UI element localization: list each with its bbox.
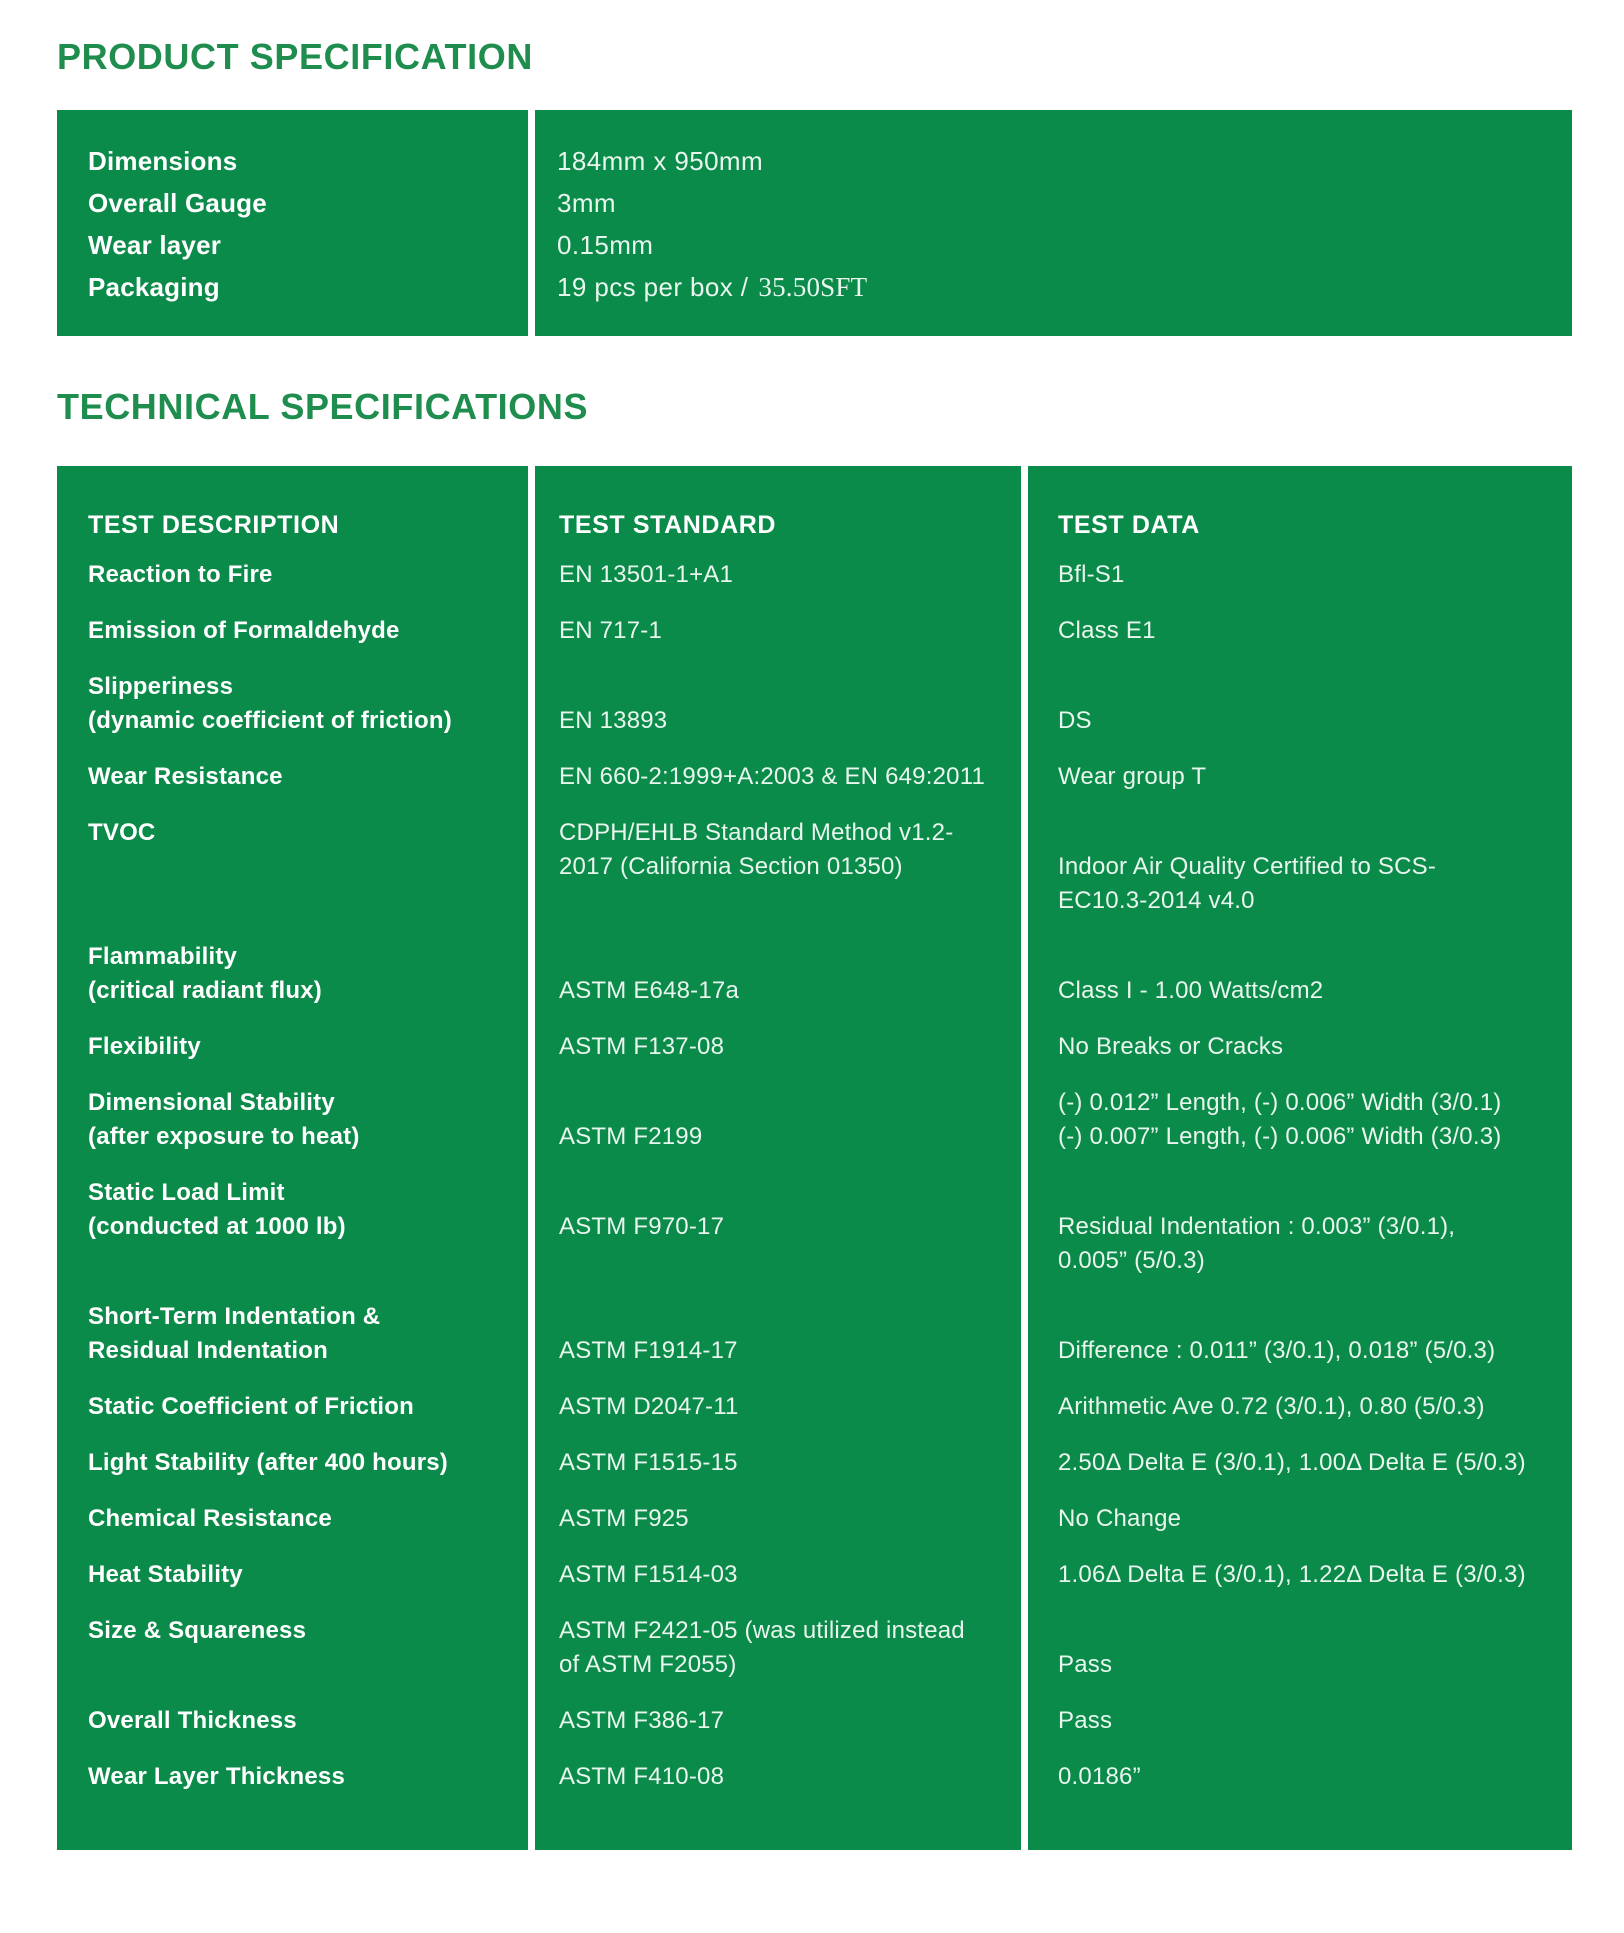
test-standard-cell [535,1030,1021,1086]
column-header-test-data [1028,466,1572,558]
text-line: DS [1058,707,1092,734]
text-line: Difference : 0.011” (3/0.1), 0.018” (5/0.3) [1058,1337,1496,1364]
text-line: (-) 0.007” Length, (-) 0.006” Width (3/0.3) [1058,1123,1502,1150]
spec-value: 184mm x 950mm [557,146,764,176]
text-line: Slipperiness [88,673,234,700]
spec-label: Wear layer [88,230,222,260]
test-data-cell [1028,1390,1572,1446]
text-line: Pass [1058,1651,1113,1678]
spec-value [557,266,1572,308]
table-row [57,670,1572,760]
text-line [559,1300,1021,1334]
spec-label: Packaging [88,272,220,302]
test-standard-cell [535,940,1021,1030]
table-row [57,1176,1572,1300]
text-line: Class I - 1.00 Watts/cm2 [1058,977,1324,1004]
test-standard-cell [535,816,1021,940]
spec-value-serif-text: 35.50SFT [758,272,868,302]
test-standard-cell [535,1614,1021,1704]
text-line [1058,670,1572,704]
table-row [57,1446,1572,1502]
test-desc-cell [57,1446,528,1502]
test-data-cell [1028,816,1572,940]
text-line: Residual Indentation : 0.003” (3/0.1), [1058,1213,1456,1240]
text-line [1058,1614,1572,1648]
text-line: Residual Indentation [88,1337,329,1364]
text-line: Pass [1058,1707,1113,1734]
text-line: ASTM E648-17a [559,977,740,1004]
test-standard-cell [535,558,1021,614]
spec-value-text: 19 pcs per box / [557,272,749,302]
text-line: (conducted at 1000 lb) [88,1213,346,1240]
test-data-cell [1028,614,1572,670]
text-line [1058,816,1572,850]
text-line: Dimensional Stability [88,1089,335,1116]
text-line: Flexibility [88,1033,201,1060]
table-footer-row [57,1816,1572,1850]
text-line [559,1086,1021,1120]
test-desc-cell [57,1614,528,1704]
product-spec-table [57,110,1572,336]
table-row [57,1558,1572,1614]
text-line: ASTM F1515-15 [559,1449,738,1476]
table-row [57,1760,1572,1816]
table-row [57,816,1572,940]
test-data-cell [1028,1704,1572,1760]
text-line: ASTM F410-08 [559,1763,725,1790]
test-desc-cell [57,1502,528,1558]
text-line: EC10.3-2014 v4.0 [1058,887,1255,914]
text-line: Light Stability (after 400 hours) [88,1449,448,1476]
text-line: (after exposure to heat) [88,1123,360,1150]
test-desc-cell [57,816,528,940]
test-data-cell [1028,760,1572,816]
spec-label: Overall Gauge [88,188,267,218]
text-line: Class E1 [1058,617,1156,644]
footer-cell [1028,1816,1572,1850]
text-line: Indoor Air Quality Certified to SCS- [1058,853,1437,880]
text-line [559,1176,1021,1210]
table-row [57,614,1572,670]
table-row [57,558,1572,614]
text-line: Wear Layer Thickness [88,1763,346,1790]
text-line: Reaction to Fire [88,561,273,588]
technical-spec-table [57,466,1572,1850]
text-line: No Breaks or Cracks [1058,1033,1284,1060]
table-row [57,1086,1572,1176]
text-line: EN 13501-1+A1 [559,561,734,588]
text-line: ASTM F1514-03 [559,1561,738,1588]
text-line [559,670,1021,704]
table-row [57,940,1572,1030]
table-row [57,1390,1572,1446]
test-standard-cell [535,1704,1021,1760]
test-desc-cell [57,940,528,1030]
table-row [57,1300,1572,1390]
text-line: 0.005” (5/0.3) [1058,1247,1205,1274]
text-line: Bfl-S1 [1058,561,1125,588]
text-line: ASTM F1914-17 [559,1337,738,1364]
text-line: ASTM F970-17 [559,1213,725,1240]
spec-value: 3mm [557,188,616,218]
column-header-label: TEST DATA [1058,511,1200,539]
text-line: ASTM F386-17 [559,1707,725,1734]
test-standard-cell [535,1558,1021,1614]
test-data-cell [1028,1502,1572,1558]
test-data-cell [1028,1558,1572,1614]
test-desc-cell [57,1558,528,1614]
test-data-cell [1028,1760,1572,1816]
text-line: EN 660-2:1999+A:2003 & EN 649:2011 [559,763,986,790]
spec-value: 0.15mm [557,230,654,260]
footer-cell [57,1816,528,1850]
text-line: EN 717-1 [559,617,662,644]
text-line: Wear Resistance [88,763,283,790]
table-row [57,1502,1572,1558]
text-line: Emission of Formaldehyde [88,617,400,644]
test-desc-cell [57,1300,528,1390]
test-desc-cell [57,1704,528,1760]
text-line: ASTM F925 [559,1505,689,1532]
text-line: ASTM F2421-05 (was utilized instead [559,1617,965,1644]
text-line: Static Load Limit [88,1179,285,1206]
text-line: of ASTM F2055) [559,1651,737,1678]
table-row [57,1704,1572,1760]
table-header-row [57,466,1572,558]
text-line: (critical radiant flux) [88,977,322,1004]
test-data-cell [1028,1446,1572,1502]
test-standard-cell [535,1502,1021,1558]
test-data-cell [1028,1030,1572,1086]
test-data-cell [1028,1614,1572,1704]
text-line: Chemical Resistance [88,1505,332,1532]
table-row [57,760,1572,816]
test-standard-cell [535,614,1021,670]
test-standard-cell [535,1390,1021,1446]
test-desc-cell [57,1030,528,1086]
text-line: No Change [1058,1505,1182,1532]
page [57,36,1572,1850]
product-spec-body-row [57,110,1572,336]
text-line: CDPH/EHLB Standard Method v1.2- [559,819,954,846]
text-line [559,940,1021,974]
test-desc-cell [57,614,528,670]
test-desc-cell [57,670,528,760]
test-desc-cell [57,1176,528,1300]
test-standard-cell [535,1086,1021,1176]
test-data-cell [1028,1300,1572,1390]
text-line: Heat Stability [88,1561,243,1588]
text-line: Size & Squareness [88,1617,307,1644]
text-line: (-) 0.012” Length, (-) 0.006” Width (3/0.1) [1058,1089,1502,1116]
test-desc-cell [57,760,528,816]
test-desc-cell [57,1086,528,1176]
table-row [57,1030,1572,1086]
table-row [57,1614,1572,1704]
test-standard-cell [535,1176,1021,1300]
text-line: EN 13893 [559,707,668,734]
spec-values-column [535,110,1572,336]
text-line [1058,1176,1572,1210]
text-line [1058,940,1572,974]
text-line: 0.0186” [1058,1763,1141,1790]
text-line: ASTM F137-08 [559,1033,725,1060]
test-data-cell [1028,1086,1572,1176]
footer-cell [535,1816,1021,1850]
text-line: Arithmetic Ave 0.72 (3/0.1), 0.80 (5/0.3) [1058,1393,1485,1420]
text-line: ASTM D2047-11 [559,1393,739,1420]
test-standard-cell [535,670,1021,760]
test-standard-cell [535,760,1021,816]
test-data-cell [1028,940,1572,1030]
text-line: ASTM F2199 [559,1123,703,1150]
column-header-label: TEST STANDARD [559,511,777,539]
test-desc-cell [57,558,528,614]
test-data-cell [1028,670,1572,760]
test-desc-cell [57,1390,528,1446]
text-line: 2017 (California Section 01350) [559,853,903,880]
text-line: 2.50Δ Delta E (3/0.1), 1.00Δ Delta E (5/0.3) [1058,1449,1526,1476]
text-line: Flammability [88,943,238,970]
text-line: 1.06Δ Delta E (3/0.1), 1.22Δ Delta E (3/0.3) [1058,1561,1526,1588]
technical-spec-title: TECHNICAL SPECIFICATIONS [57,386,589,427]
test-data-cell [1028,1176,1572,1300]
column-header-test-description [57,466,528,558]
product-spec-title: PRODUCT SPECIFICATION [57,36,533,77]
text-line [1058,1300,1572,1334]
text-line: Overall Thickness [88,1707,297,1734]
test-standard-cell [535,1760,1021,1816]
spec-labels-column [57,110,528,336]
table-body [57,558,1572,1816]
test-desc-cell [57,1760,528,1816]
text-line: Short-Term Indentation & [88,1303,381,1330]
text-line: TVOC [88,819,156,846]
text-line: Wear group T [1058,763,1207,790]
test-standard-cell [535,1300,1021,1390]
text-line: (dynamic coefficient of friction) [88,707,452,734]
text-line: Static Coefficient of Friction [88,1393,415,1420]
test-standard-cell [535,1446,1021,1502]
test-data-cell [1028,558,1572,614]
column-header-label: TEST DESCRIPTION [88,511,340,539]
spec-label: Dimensions [88,146,238,176]
column-header-test-standard [535,466,1021,558]
